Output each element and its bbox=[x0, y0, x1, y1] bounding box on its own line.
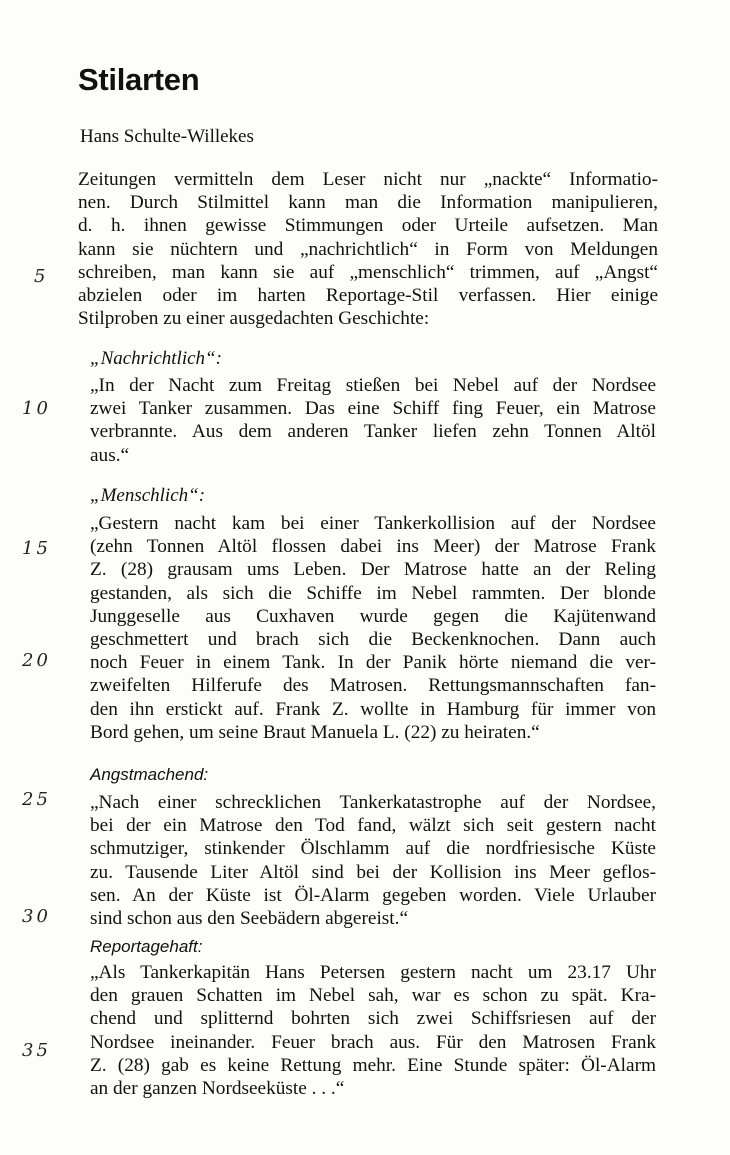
intro-line: d. h. ihnen gewisse Stimmungen oder Urteile aufsetzen. Man bbox=[78, 215, 658, 237]
text-line: gestanden, als sich die Schiffe im Nebel rammten. Der blonde bbox=[90, 582, 656, 604]
section-heading-reportagehaft: Reportagehaft: bbox=[90, 937, 203, 956]
text-line: verbrannte. Aus dem anderen Tanker liefen zehn Tonnen Altöl bbox=[90, 421, 656, 443]
text-line: zu. Tausende Liter Altöl sind bei der Kollision ins Meer geflos- bbox=[90, 861, 656, 883]
page-title: Stilarten bbox=[78, 62, 200, 97]
text-line: chend und splitternd bohrten sich zwei Schiffsriesen auf der bbox=[90, 1008, 656, 1030]
margin-line-number: 10 bbox=[22, 398, 51, 419]
margin-line-number: 15 bbox=[22, 538, 51, 559]
text-line: Junggeselle aus Cuxhaven wurde gegen die Kajütenwand bbox=[90, 605, 656, 627]
text-line: bei der ein Matrose den Tod fand, wälzt sich seit gestern nacht bbox=[90, 815, 656, 837]
text-line: Z. (28) gab es keine Rettung mehr. Eine Stunde später: Öl-Alarm bbox=[90, 1054, 656, 1076]
section-heading-nachrichtlich: „Nachrichtlich“: bbox=[90, 348, 222, 369]
section-heading-angstmachend: Angstmachend: bbox=[90, 765, 209, 784]
text-line: aus.“ bbox=[90, 444, 130, 466]
intro-line: abzielen oder im harten Reportage-Stil verfassen. Hier einige bbox=[78, 284, 658, 306]
intro-paragraph bbox=[78, 168, 658, 330]
text-line: „Gestern nacht kam bei einer Tankerkollision auf der Nordsee bbox=[90, 513, 656, 534]
section-text-reportagehaft bbox=[90, 961, 656, 1100]
text-line: sind schon aus den Seebädern abgereist.“ bbox=[90, 907, 409, 929]
margin-line-number: 35 bbox=[22, 1040, 51, 1061]
text-line: den grauen Schatten im Nebel sah, war es schon zu spät. Kra- bbox=[90, 985, 656, 1007]
text-line: an der ganzen Nordseeküste . . .“ bbox=[90, 1077, 345, 1099]
margin-line-number: 5 bbox=[34, 266, 49, 287]
margin-line-number: 20 bbox=[22, 650, 51, 671]
text-line: schmutziger, stinkender Ölschlamm auf die nordfriesische Küste bbox=[90, 838, 656, 860]
text-line: den ihn erstickt auf. Frank Z. wollte in Hamburg für immer von bbox=[90, 698, 656, 720]
margin-line-number: 30 bbox=[22, 906, 51, 927]
section-text-menschlich bbox=[90, 512, 656, 744]
text-line: geschmettert und brach sich die Beckenknochen. Dann auch bbox=[90, 628, 656, 650]
text-line: (zehn Tonnen Altöl flossen dabei ins Meer) der Matrose Frank bbox=[90, 536, 656, 558]
text-line: zwei Tanker zusammen. Das eine Schiff fing Feuer, ein Matrose bbox=[90, 398, 656, 420]
intro-line: Stilproben zu einer ausgedachten Geschichte: bbox=[78, 308, 430, 330]
text-line: Nordsee ineinander. Feuer brach aus. Für den Matrosen Frank bbox=[90, 1031, 656, 1053]
section-heading-menschlich: „Menschlich“: bbox=[90, 485, 206, 506]
section-text-nachrichtlich bbox=[90, 374, 656, 467]
intro-line: nen. Durch Stilmittel kann man die Information manipulieren, bbox=[78, 192, 658, 214]
text-line: „Als Tankerkapitän Hans Petersen gestern nacht um 23.17 Uhr bbox=[90, 962, 656, 983]
section-text-angstmachend bbox=[90, 791, 656, 930]
text-line: sen. An der Küste ist Öl-Alarm gegeben worden. Viele Urlauber bbox=[90, 884, 656, 906]
author-name: Hans Schulte-Willekes bbox=[80, 126, 254, 147]
intro-line: Zeitungen vermitteln dem Leser nicht nur „nackte“ Informatio- bbox=[78, 169, 658, 190]
intro-line: kann sie nüchtern und „nachrichtlich“ in Form von Meldungen bbox=[78, 238, 658, 260]
text-line: Bord gehen, um seine Braut Manuela L. (22) zu heiraten.“ bbox=[90, 721, 540, 743]
text-line: Z. (28) grausam ums Leben. Der Matrose hatte an der Reling bbox=[90, 559, 656, 581]
text-line: noch Feuer in einem Tank. In der Panik hörte niemand die ver- bbox=[90, 652, 656, 674]
margin-line-number: 25 bbox=[22, 789, 51, 810]
intro-line: schreiben, man kann sie auf „menschlich“ trimmen, auf „Angst“ bbox=[78, 261, 658, 283]
text-line: „Nach einer schrecklichen Tankerkatastrophe auf der Nordsee, bbox=[90, 792, 656, 813]
text-line: zweifelten Hilferufe des Matrosen. Rettungsmannschaften fan- bbox=[90, 675, 656, 697]
text-line: „In der Nacht zum Freitag stießen bei Nebel auf der Nordsee bbox=[90, 375, 656, 396]
